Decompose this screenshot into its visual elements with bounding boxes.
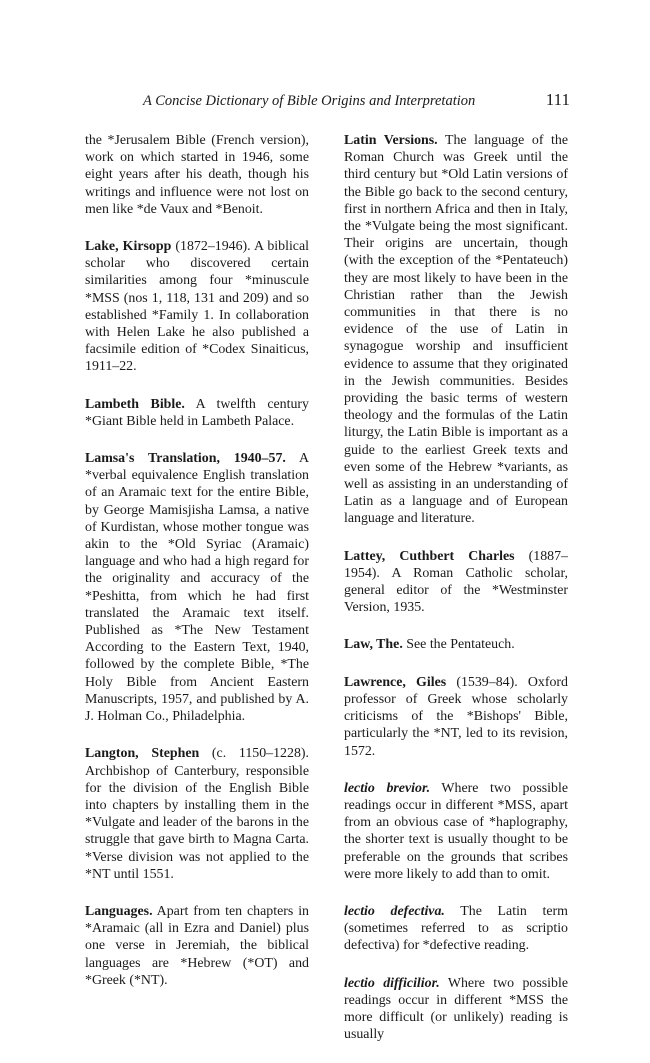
dictionary-entry (344, 674, 568, 760)
dictionary-entry (344, 548, 568, 617)
entry-headword: Languages. (85, 903, 153, 919)
running-title: A Concise Dictionary of Bible Origins and Interpretation (143, 93, 476, 109)
entry-body: See the Pentateuch. (402, 637, 515, 653)
dictionary-entry (344, 975, 568, 1044)
entry-headword: Lamsa's Translation, 1940–57. (85, 451, 286, 467)
entry-headword: Lambeth Bible. (85, 396, 185, 412)
entry-headword: Langton, Stephen (85, 746, 200, 762)
entry-body: (1872–1946). A biblical scholar who discovered certain similarities among four *minuscule *MSS (nos 1, 118, 131 and 209) and so established *Family 1. In collaboration with Helen Lake he also published a facsimile edition of *Codex Sinaiticus, 1911–22. (85, 239, 309, 375)
entry-body: The language of the Roman Church was Greek until the third century but *Old Latin versions of the Bible go back to the second century, first in northern Africa and then in Italy, the *Vulgate being the most significant. Their origins are uncertain, though (with the exception of the *Pentateuch) they are most likely to have been in the Christian rather than the Jewish communities in that there is no evidence of the use of Latin in synagogue worship and insufficient evidence to assume that they originated in the Jewish communities. Besides providing the basic terms of western theology and the formulas of the Latin liturgy, the Latin Bible is important as a guide to the earliest Greek texts and even some of the Hebrew *variants, as well as assisting in an understanding of Latin as a language and of European language and literature. (344, 133, 568, 527)
dictionary-entry (344, 903, 568, 955)
right-column (344, 132, 568, 1063)
entry-headword: Lake, Kirsopp (85, 239, 172, 255)
dictionary-entry (344, 132, 568, 528)
entry-body: (1539–84). Oxford professor of Greek whose scholarly criticisms of the *Bishops' Bible, particularly the *NT, led to its revision, 1572. (344, 674, 568, 759)
dictionary-entry (344, 636, 568, 653)
entry-headword: Latin Versions. (344, 133, 438, 148)
entry-body: (c. 1150–1228). Archbishop of Canterbury, responsible for the division of the English Bible into chapters by installing them in the *Vulgate and leader of the barons in the struggle that gave birth to Magna Carta. *Verse division was not applied to the *NT until 1551. (85, 746, 309, 882)
entry-body: Where two possible readings occur in different *MSS, apart from an obvious case of *haplography, the shorter text is usually thought to be preferable on the grounds that scribes were more likely to add than to omit. (344, 780, 568, 882)
dictionary-entry (344, 780, 568, 883)
entry-body: the *Jerusalem Bible (French version), work on which started in 1946, some eight years after his death, though his writings and influence were not lost on men like *de Vaux and *Benoit. (85, 133, 309, 217)
entry-headword: lectio brevior. (344, 780, 431, 796)
dictionary-entry (85, 238, 309, 376)
entry-headword: Law, The. (344, 637, 403, 653)
page-header (85, 90, 570, 114)
dictionary-entry (85, 396, 309, 430)
entry-body: A *verbal equivalence English translation of an Aramaic text for the entire Bible, by George Mamisjisha Lamsa, a native of Kurdistan, whose mother tongue was akin to the *Old Syriac (Aramaic) language and who had a high regard for the originality and accuracy of the *Peshitta, from which he had first translated the Aramaic text itself. Published as *The New Testament According to the Eastern Text, 1940, followed by the complete Bible, *The Holy Bible from Ancient Eastern Manuscripts, 1957, and published by A. J. Holman Co., Philadelphia. (85, 451, 309, 725)
dictionary-entry (85, 903, 309, 989)
left-column (85, 132, 309, 1009)
entry-headword: lectio difficilior. (344, 975, 440, 991)
entry-headword: Lawrence, Giles (344, 674, 447, 690)
page-number: 111 (545, 90, 570, 109)
dictionary-entry (85, 450, 309, 725)
dictionary-entry (85, 745, 309, 883)
entry-body: (1887–1954). A Roman Catholic scholar, general editor of the *Westminster Version, 1935. (344, 548, 569, 616)
entry-body: Apart from ten chapters in *Aramaic (all in Ezra and Daniel) plus one verse in Jeremiah, the biblical languages are *Hebrew (*OT) and *Greek (*NT). (85, 903, 309, 988)
entry-body: A twelfth century *Giant Bible held in Lambeth Palace. (85, 396, 309, 429)
entry-headword: Lattey, Cuthbert Charles (344, 548, 515, 564)
entry-body: The Latin term (sometimes referred to as scriptio defectiva) for *defective reading. (344, 903, 568, 954)
entry-body: Where two possible readings occur in different *MSS the more difficult (or unlikely) reading is usually (344, 975, 569, 1043)
entry-headword: lectio defectiva. (344, 903, 445, 919)
dictionary-entry (85, 132, 309, 218)
